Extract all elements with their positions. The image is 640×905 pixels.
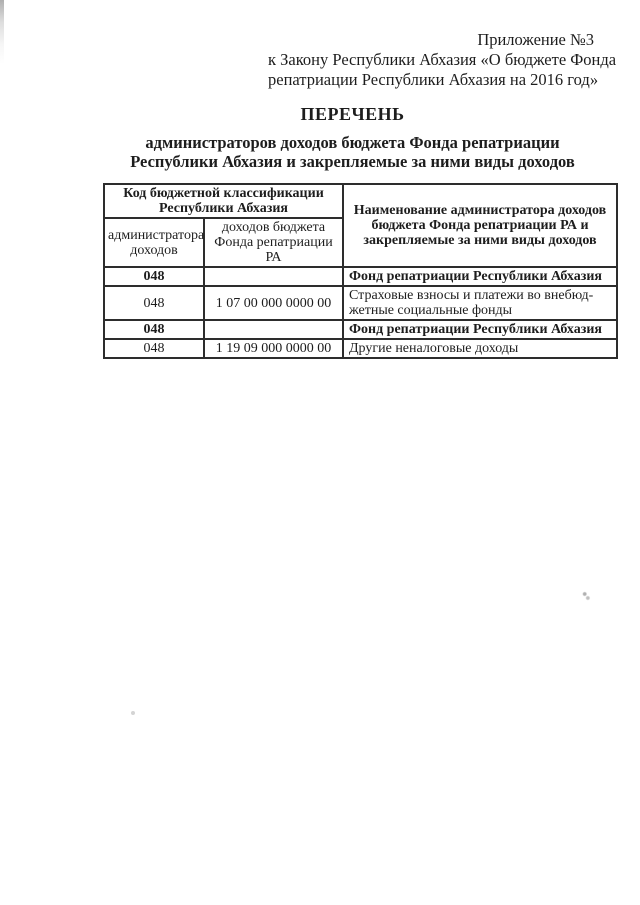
appendix-law-reference-line2: репатриации Республики Абхазия на 2016 год» xyxy=(268,70,599,89)
cell-admin-code: 048 xyxy=(104,320,204,339)
header-cell-classification-code: Код бюджетной классификации Республики Абхазия xyxy=(104,184,343,218)
revenue-administrators-table xyxy=(103,183,618,359)
appendix-reference-block xyxy=(268,30,617,90)
cell-admin-code: 048 xyxy=(104,339,204,358)
headings-block xyxy=(95,104,610,171)
cell-admin-code: 048 xyxy=(104,267,204,286)
cell-admin-code: 048 xyxy=(104,286,204,320)
document-subtitle-line1: администраторов доходов бюджета Фонда репатриации xyxy=(145,133,560,152)
cell-budget-code: 1 07 00 000 0000 00 xyxy=(204,286,343,320)
table-row xyxy=(104,286,617,320)
scan-speck xyxy=(131,711,135,715)
cell-name: Другие неналоговые доходы xyxy=(343,339,617,358)
header-cell-budget-code: доходов бюджета Фонда репатриации РА xyxy=(204,218,343,267)
cell-name: Фонд репатриации Республики Абхазия xyxy=(343,320,617,339)
document-title: ПЕРЕЧЕНЬ xyxy=(300,104,405,124)
cell-budget-code: 1 19 09 000 0000 00 xyxy=(204,339,343,358)
scan-edge-streak xyxy=(0,0,4,64)
table-row xyxy=(104,339,617,358)
table-row xyxy=(104,320,617,339)
table-row xyxy=(104,267,617,286)
cell-budget-code xyxy=(204,267,343,286)
header-cell-administrator-name: Наименование администратора доходов бюджета Фонда репатриации РА и закрепляемые за ними виды доходов xyxy=(343,184,617,267)
cell-budget-code xyxy=(204,320,343,339)
document-subtitle xyxy=(95,133,610,171)
table-header-row-group xyxy=(104,184,617,218)
appendix-number: Приложение №3 xyxy=(477,30,594,49)
document-subtitle-line2: Республики Абхазия и закрепляемые за ними виды доходов xyxy=(130,152,575,171)
appendix-law-reference-line1: к Закону Республики Абхазия «О бюджете Фонда xyxy=(268,50,617,69)
scan-speck xyxy=(582,591,591,601)
cell-name: Фонд репатриации Республики Абхазия xyxy=(343,267,617,286)
header-cell-admin-code: администратора доходов xyxy=(104,218,204,267)
cell-name: Страховые взносы и платежи во внебюд-жетные социальные фонды xyxy=(343,286,617,320)
